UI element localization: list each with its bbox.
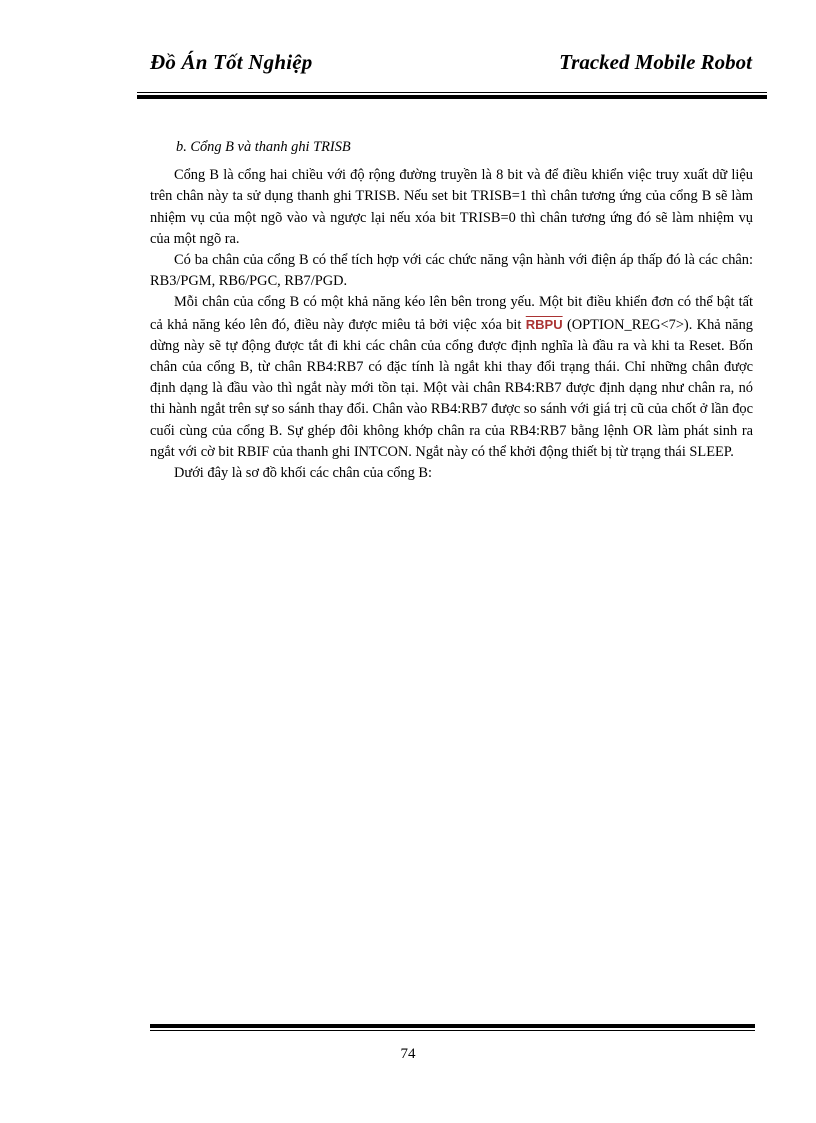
section-heading: b. Cổng B và thanh ghi TRISB bbox=[176, 139, 351, 155]
paragraph-pull-up bbox=[150, 292, 753, 463]
rbpu-label: RBPU bbox=[525, 316, 563, 332]
header-right-title: Tracked Mobile Robot bbox=[559, 50, 752, 74]
paragraph-trisb: Cổng B là cổng hai chiều với độ rộng đường truyền là 8 bit và để điều khiển việc truy xuất dữ liệu trên chân này ta sử dụng thanh ghi TRISB. Nếu set bit TRISB=1 thì chân tương ứng của cổng B sẽ làm nhiệm vụ của một ngõ vào và ngược lại nếu xóa bit TRISB=0 thì chân tương ứng đó sẽ làm nhiệm vụ của một ngõ ra. bbox=[150, 167, 753, 247]
paragraph-pull-up-intro: Mỗi chân của cổng B có một khả năng kéo lên bên trong yếu. Một bit điều khiển đơn có thể bật tất cả khả năng kéo lên đó, điều này được miêu tả bởi việc xóa bit bbox=[150, 294, 753, 333]
paragraph-pull-up-rest: (OPTION_REG<7>). Khả năng dừng này sẽ tự động được tắt đi khi các chân của cổng được định nghĩa là đầu ra và khi ta Reset. Bốn chân của cổng B, từ chân RB4:RB7 có đặc tính là ngắt khi thay đổi trạng thái. Chỉ những chân được định dạng là đầu vào thì ngắt này mới tồn tại. Một vài chân RB4:RB7 được định dạng như chân ra, nó thi hành ngắt trên sự so sánh thay đổi. Chân vào RB4:RB7 được so sánh với giá trị cũ của chốt ở lần đọc cuối cùng của cổng B. Sự ghép đôi không khớp chân ra của RB4:RB7 bằng lệnh OR làm phát sinh ra ngắt với cờ bit RBIF của thanh ghi INTCON. Ngắt này có thể khởi động thiết bị từ trạng thái SLEEP. bbox=[150, 316, 753, 460]
header-rule-thick bbox=[137, 95, 767, 99]
page-body bbox=[150, 137, 753, 484]
footer-rule-thin bbox=[150, 1030, 755, 1031]
header-left-title: Đồ Án Tốt Nghiệp bbox=[150, 50, 313, 74]
paragraph-low-voltage-pins: Có ba chân của cổng B có thể tích hợp với các chức năng vận hành với điện áp thấp đó là các chân: RB3/PGM, RB6/PGC, RB7/PGD. bbox=[150, 252, 753, 290]
paragraph-block-diagram-intro: Dưới đây là sơ đồ khối các chân của cổng B: bbox=[174, 465, 432, 482]
header-rule-thin bbox=[137, 92, 767, 93]
footer-rule-thick bbox=[150, 1024, 755, 1028]
page-number: 74 bbox=[400, 1046, 416, 1062]
